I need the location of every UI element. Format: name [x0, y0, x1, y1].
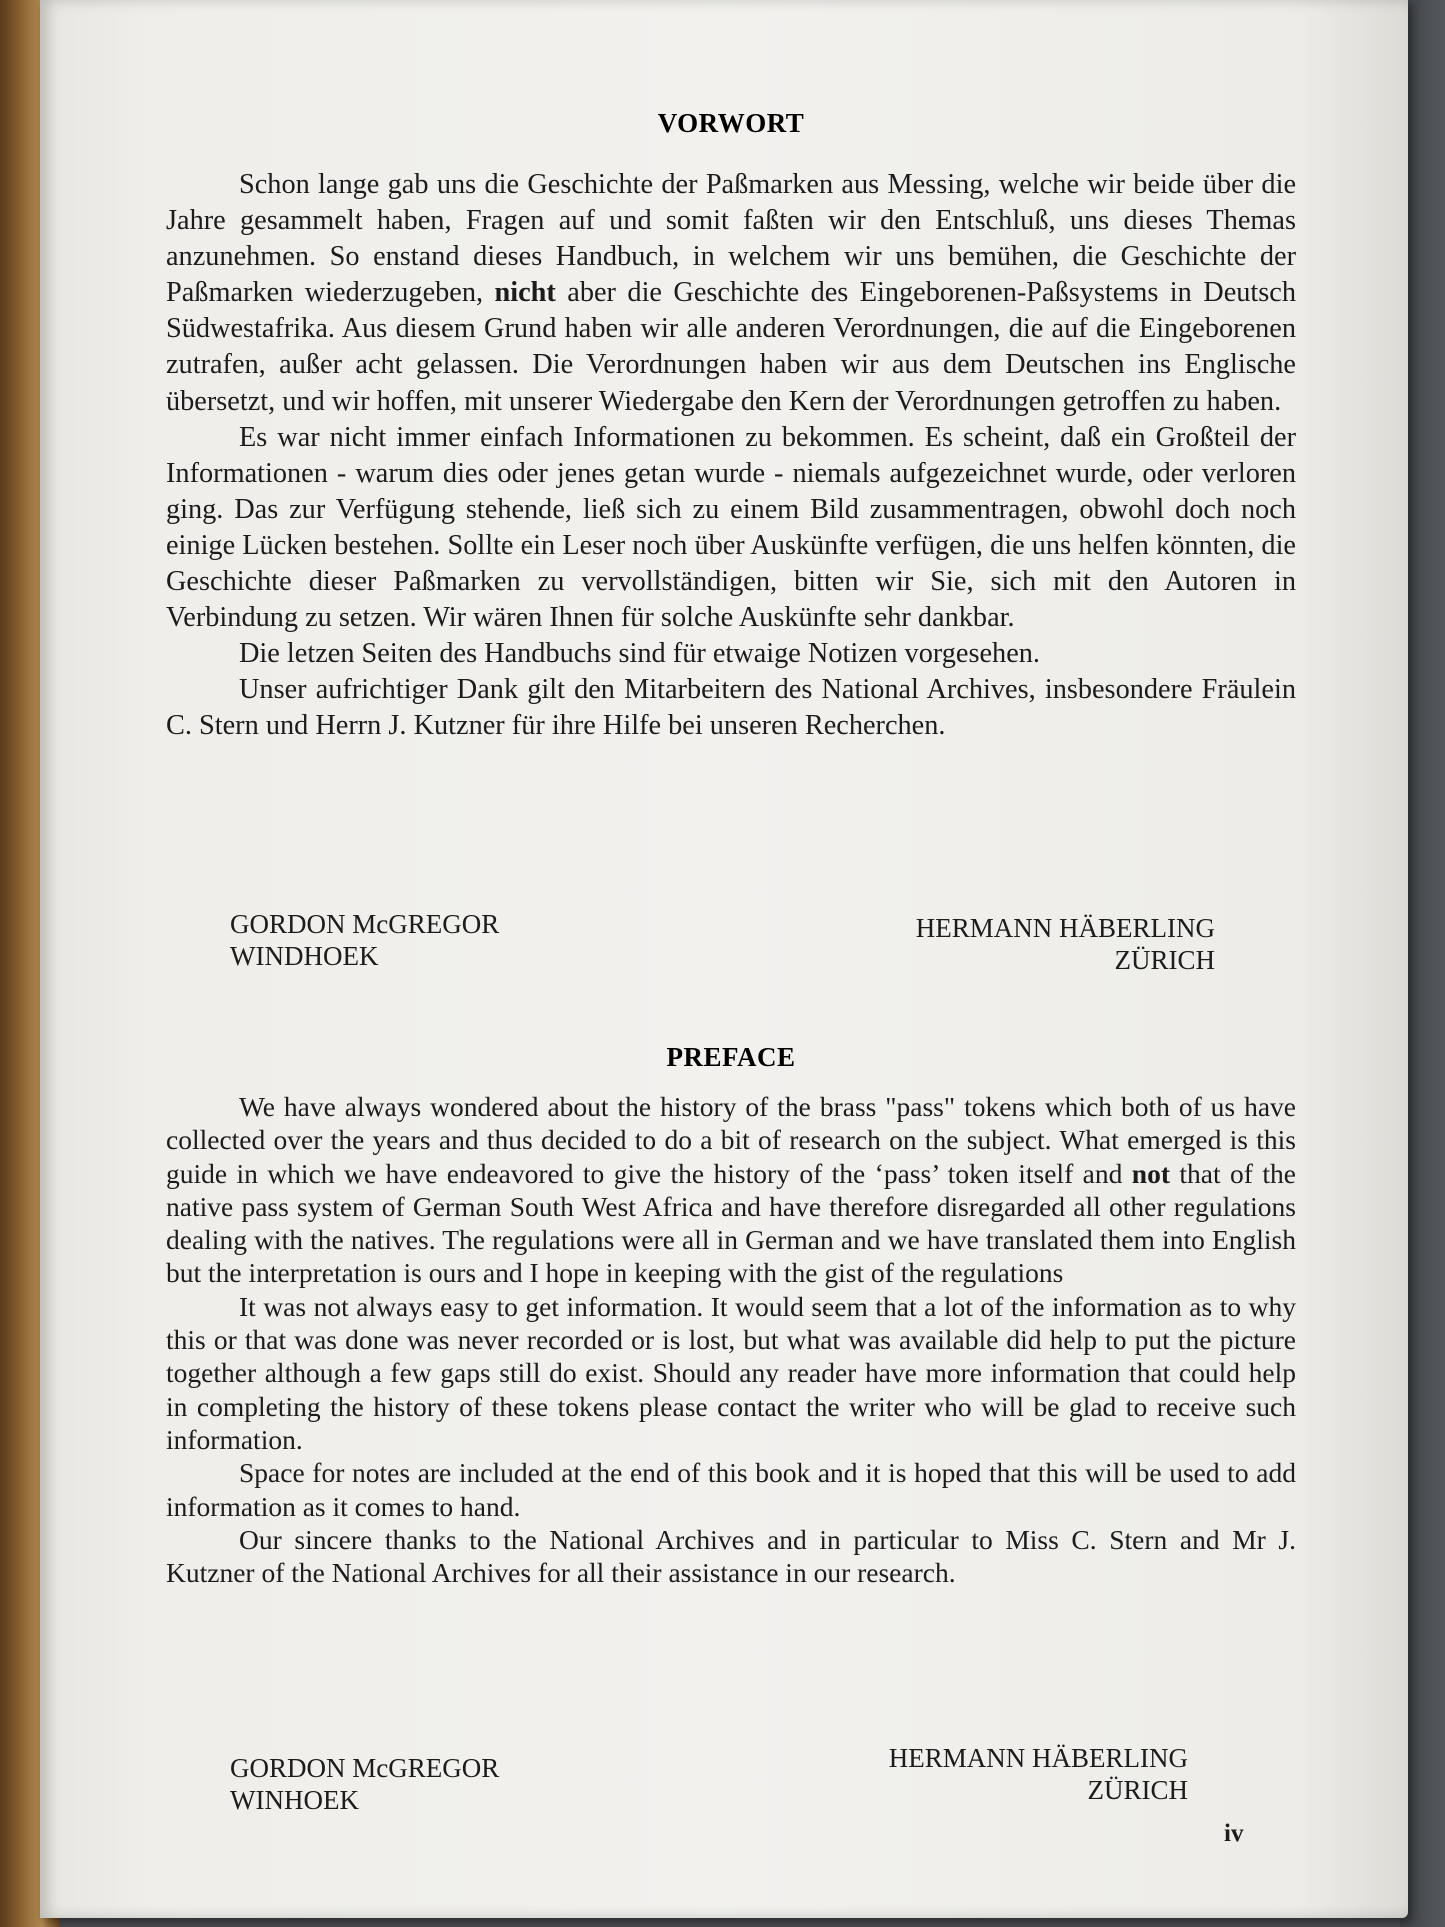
preface-heading: PREFACE — [666, 1042, 796, 1072]
author-name: GORDON McGREGOR — [230, 909, 500, 939]
vorwort-signature-right — [780, 912, 1215, 976]
text-run: aber die Geschichte des Eingeborenen-Paßsystems in Deutsch Südwestafrika. Aus diesem Grund haben wir alle anderen Verordnungen, die auf die Eingeborenen zutrafen, außer acht gelassen. Die Verordnungen haben wir aus dem Deutschen ins Englische übersetzt, und wir hoffen, mit unserer Wiedergabe den Kern der Verordnungen getroffen zu haben. — [166, 277, 1296, 417]
preface-paragraph-1 — [166, 1090, 1296, 1290]
preface-body — [166, 1090, 1296, 1589]
text-run: We have always wondered about the history of the brass "pass" tokens which both of us have collected over the years and thus decided to do a bit of research on the subject. What emerged is this guide in which we have endeavored to give the history of the ‘pass’ token itself and — [166, 1091, 1296, 1189]
preface-signature-left — [230, 1752, 499, 1816]
author-name: HERMANN HÄBERLING — [915, 913, 1215, 943]
vorwort-body — [166, 167, 1296, 745]
text-run: that of the native pass system of German South West Africa and have therefore disregarded all other regulations dealing with the natives. The regulations were all in German and we have translated them into English but the interpretation is ours and I hope in keeping with the gist of the regulations — [166, 1157, 1296, 1289]
vorwort-paragraph-3: Die letzen Seiten des Handbuchs sind für etwaige Notizen vorgesehen. — [239, 638, 1040, 670]
preface-paragraph-2: It was not always easy to get information. It would seem that a lot of the information as to why this or that was done was never recorded or is lost, but what was available did help to put the picture together although a few gaps still do exist. Should any reader have more information that could help in completing the history of these tokens please contact the writer who will be glad to receive such information. — [166, 1290, 1296, 1455]
preface-paragraph-4: Our sincere thanks to the National Archives and in particular to Miss C. Stern and Mr J. Kutzner of the National Archives for all their assistance in our research. — [166, 1523, 1296, 1589]
page-number: iv — [1224, 1820, 1244, 1847]
emphasis-not: not — [1131, 1157, 1170, 1189]
vorwort-paragraph-4: Unser aufrichtiger Dank gilt den Mitarbeitern des National Archives, insbesondere Fräulein C. Stern und Herrn J. Kutzner für ihre Hilfe bei unseren Recherchen. — [166, 674, 1296, 742]
vorwort-paragraph-1 — [166, 167, 1296, 420]
vorwort-paragraph-2: Es war nicht immer einfach Informationen zu bekommen. Es scheint, daß ein Großteil der Informationen - warum dies oder jenes getan wurde - niemals aufgezeichnet wurde, oder verloren ging. Das zur Verfügung stehende, ließ sich zu einem Bild zusammentragen, obwohl doch noch einige Lücken bestehen. Sollte ein Leser noch über Auskünfte verfügen, die uns helfen könnten, die Geschichte dieser Paßmarken zu vervollständigen, bitten wir Sie, sich mit den Autoren in Verbindung zu setzen. Wir wären Ihnen für solche Auskünfte sehr dankbar. — [166, 421, 1296, 634]
preface-paragraph-3: Space for notes are included at the end of this book and it is hoped that this will be used to add information as it comes to hand. — [166, 1457, 1296, 1522]
book-page — [40, 0, 1408, 1918]
text-run: Schon lange gab uns die Geschichte der Paßmarken aus Messing, welche wir beide über die Jahre gesammelt haben, Fragen auf und somit faßten wir den Entschluß, uns dieses Themas anzunehmen. So enstand dieses Handbuch, in welchem wir uns bemühen, die Geschichte der Paßmarken wiederzugeben, — [166, 169, 1296, 309]
author-name: HERMANN HÄBERLING — [888, 1743, 1188, 1773]
author-place: WINDHOEK — [230, 941, 379, 971]
preface-signature-right — [750, 1742, 1188, 1806]
author-place: ZÜRICH — [1114, 945, 1215, 975]
vorwort-signature-left — [230, 908, 499, 972]
author-place: ZÜRICH — [1087, 1775, 1188, 1805]
vorwort-heading: VORWORT — [657, 108, 805, 138]
emphasis-nicht: nicht — [494, 277, 556, 309]
author-name: GORDON McGREGOR — [230, 1753, 500, 1783]
author-place: WINHOEK — [230, 1785, 359, 1815]
